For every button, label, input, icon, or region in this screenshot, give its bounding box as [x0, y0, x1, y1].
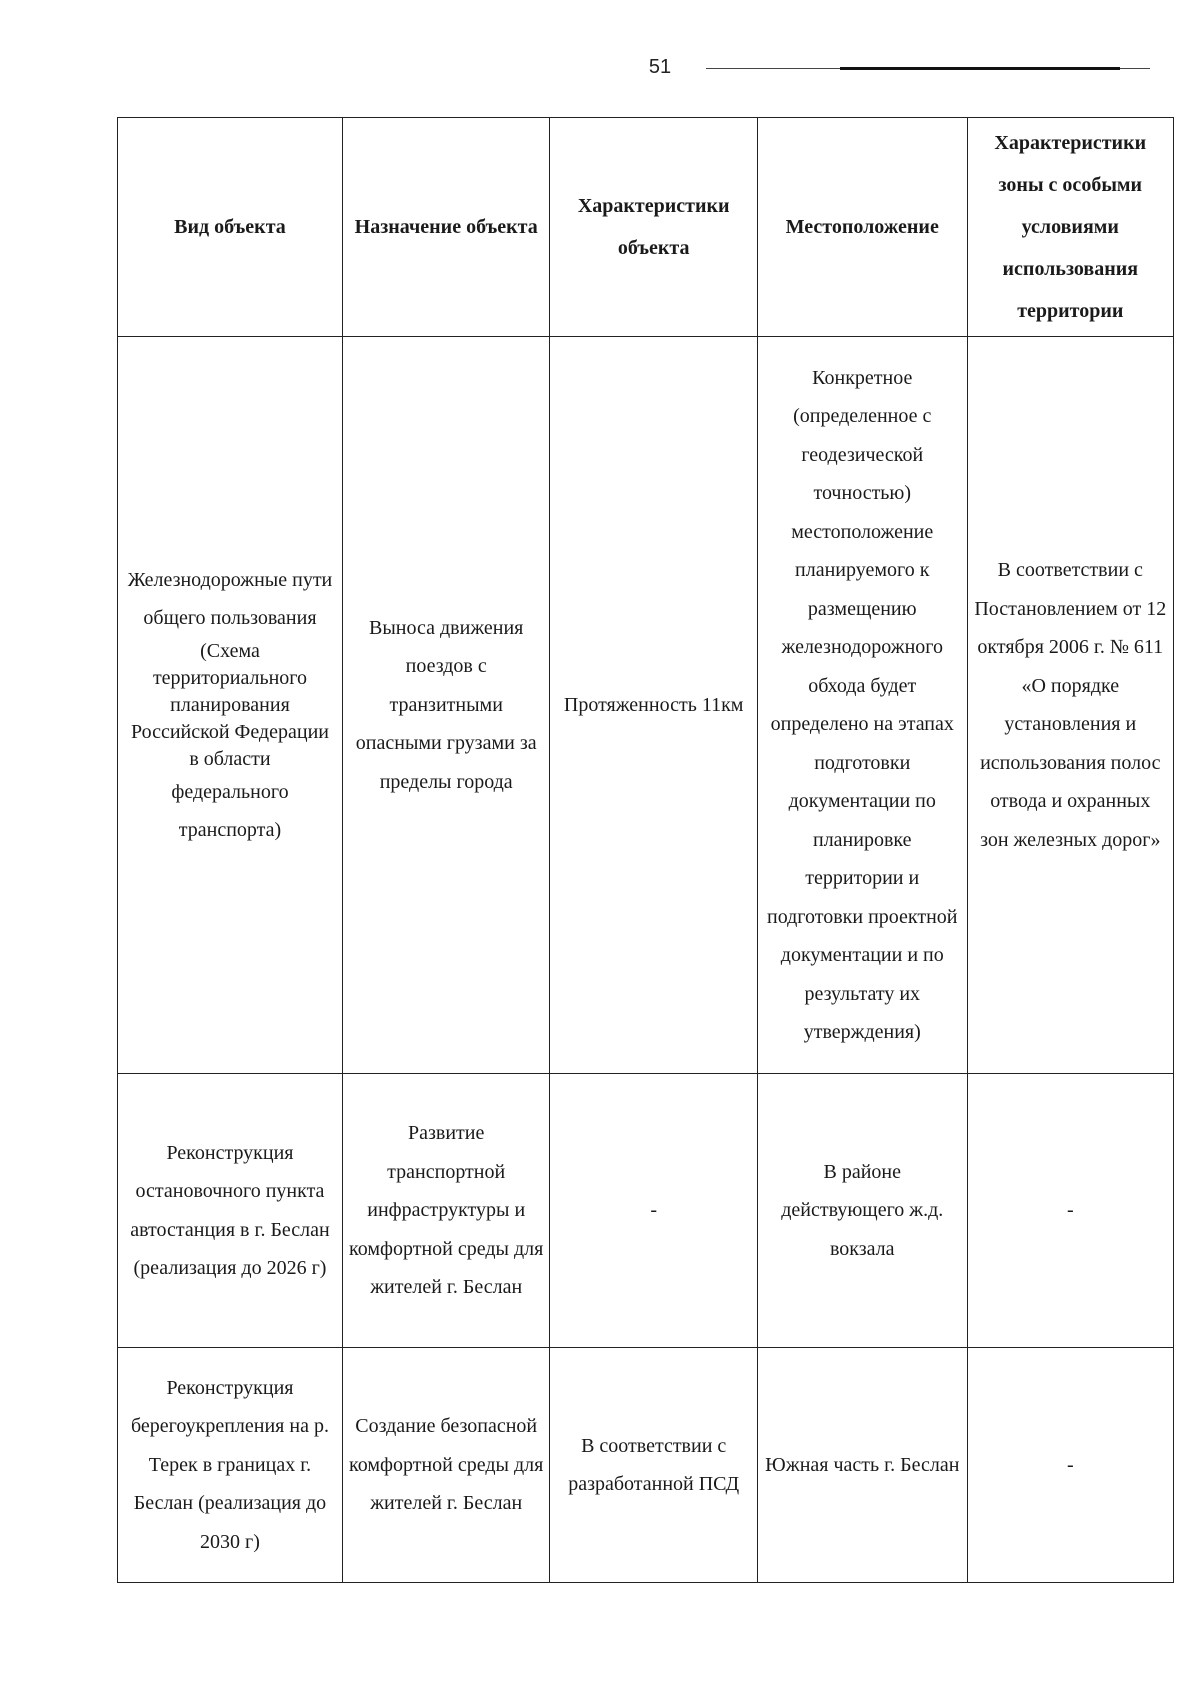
cell-object-purpose: Выноса движения поездов с транзитными опасными грузами за пределы города: [342, 337, 549, 1074]
header-object-characteristics: Характеристики объекта: [550, 118, 757, 337]
cell-object-characteristics: В соответствии с разработанной ПСД: [550, 1348, 757, 1583]
cell-object-characteristics: -: [550, 1074, 757, 1348]
header-zone-characteristics: Характеристики зоны с особыми условиями использования территории: [967, 118, 1173, 337]
table-row: [118, 337, 1174, 1074]
cell-object-type-main: Железнодорожные пути общего пользования: [127, 568, 333, 629]
page-number: 51: [648, 56, 672, 78]
cell-object-type-source-end: федерального транспорта): [171, 780, 289, 841]
table-row: [118, 1348, 1174, 1583]
cell-object-purpose: Создание безопасной комфортной среды для жителей г. Беслан: [342, 1348, 549, 1583]
objects-table: [117, 117, 1174, 1583]
cell-location: Конкретное (определенное с геодезической точностью) местоположение планируемого к размещению железнодорожного обхода будет определено на этапах подготовки документации по планировке территории и подготовки проектной документации и по результату их утверждения): [757, 337, 967, 1074]
cell-location: Южная часть г. Беслан: [757, 1348, 967, 1583]
cell-location: В районе действующего ж.д. вокзала: [757, 1074, 967, 1348]
cell-object-type: [118, 337, 343, 1074]
cell-zone-characteristics: -: [967, 1348, 1173, 1583]
cell-object-type: Реконструкция остановочного пункта автостанция в г. Беслан (реализация до 2026 г): [118, 1074, 343, 1348]
table-header-row: [118, 118, 1174, 337]
cell-object-type-source: (Схема территориального планирования Российской Федерации в области: [130, 639, 329, 770]
cell-object-characteristics: Протяженность 11км: [550, 337, 757, 1074]
cell-zone-characteristics: В соответствии с Постановлением от 12 октября 2006 г. № 611 «О порядке установления и использования полос отвода и охранных зон железных дорог»: [967, 337, 1173, 1074]
cell-zone-characteristics: -: [967, 1074, 1173, 1348]
cell-object-type: Реконструкция берегоукрепления на р. Терек в границах г. Беслан (реализация до 2030 г): [118, 1348, 343, 1583]
cell-object-purpose: Развитие транспортной инфраструктуры и комфортной среды для жителей г. Беслан: [342, 1074, 549, 1348]
header-rule-thick: [840, 67, 1120, 70]
header-location: Местоположение: [757, 118, 967, 337]
header-object-type: Вид объекта: [118, 118, 343, 337]
table-row: [118, 1074, 1174, 1348]
header-object-purpose: Назначение объекта: [342, 118, 549, 337]
